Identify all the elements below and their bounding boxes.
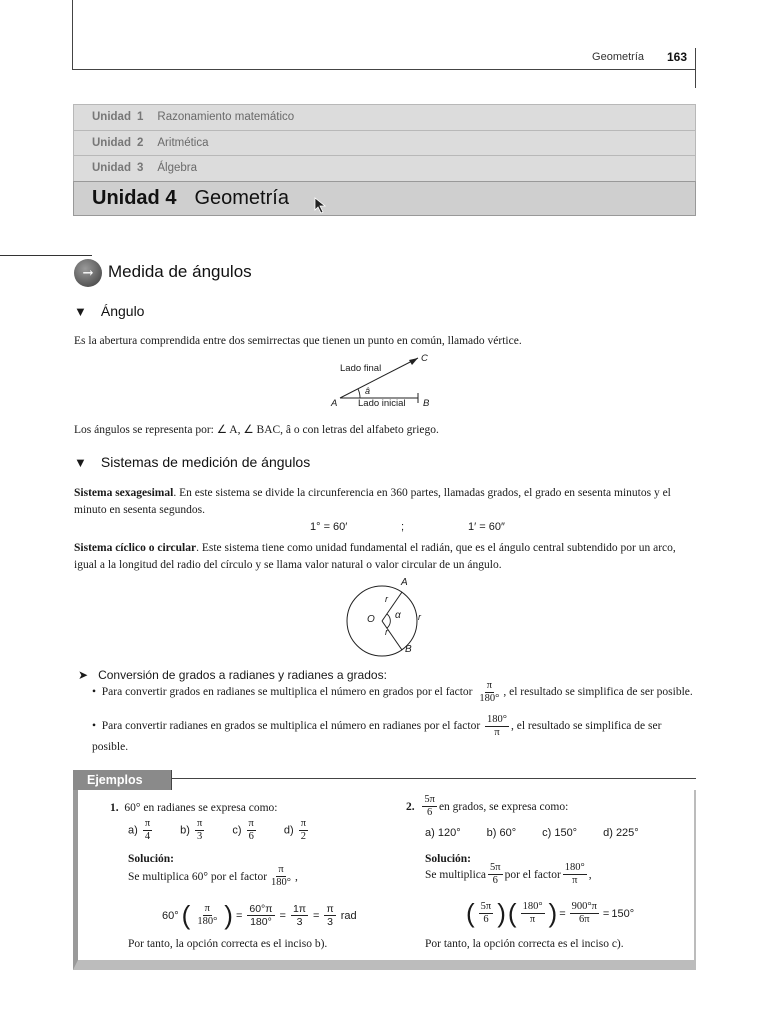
unit-3-row[interactable] <box>73 155 696 181</box>
sistemas-heading-text: Sistemas de medición de ángulos <box>100 454 311 470</box>
equals: = <box>235 909 243 922</box>
frac-den: 6 <box>483 914 489 925</box>
circle-point-a: A <box>401 577 408 588</box>
paren-close: ) <box>497 898 506 928</box>
lado-final-label: Lado final <box>340 363 382 374</box>
frac-den: 6 <box>427 807 433 818</box>
factor-frac <box>563 862 587 887</box>
frac-num: π <box>486 680 493 691</box>
frac-num: 1π <box>292 903 307 915</box>
factor-180-over-pi <box>485 714 509 739</box>
lado-inicial-label: Lado inicial <box>358 398 406 409</box>
solution-text-mid: por el factor <box>504 868 561 881</box>
factor-frac <box>269 864 293 889</box>
bullet-2-text: Para convertir radianes en grados se multiplica el número en radianes por el factor <box>101 720 481 733</box>
ejemplos-rule <box>171 778 696 779</box>
circle-radius-top: r <box>385 594 388 604</box>
equation-degree: 1° = 60′ <box>310 521 348 533</box>
unit-name: Razonamiento matemático <box>157 111 295 124</box>
frac-num: 180° <box>487 714 507 725</box>
sexagesimal-paragraph <box>74 485 696 519</box>
frac-den: 4 <box>144 831 151 842</box>
solution-text: Se multiplica <box>425 868 487 881</box>
running-title: Geometría <box>592 51 644 63</box>
equals: = <box>602 907 610 920</box>
solution-text: Se multiplica 60° por el factor <box>128 870 268 883</box>
frac-num: 900°π <box>571 901 597 912</box>
option-letter: d) <box>603 827 613 839</box>
option-d[interactable] <box>284 818 310 843</box>
frac-num: 5π <box>480 901 492 912</box>
circle-radian-diagram <box>340 578 440 658</box>
option-d[interactable] <box>603 827 639 839</box>
triangle-bullet-icon: ▼ <box>74 454 87 470</box>
option-c[interactable] <box>232 818 258 843</box>
factor-pi-over-180 <box>477 680 501 705</box>
triangle-bullet-icon: ▼ <box>74 303 87 319</box>
angle-label: â <box>365 386 371 396</box>
option-letter: a) <box>128 824 138 837</box>
circle-center-o: O <box>367 614 375 625</box>
option-frac <box>195 818 204 843</box>
circle-radius-bottom: r <box>385 627 388 637</box>
frac-den: 6 <box>248 831 254 842</box>
unit-number: 3 <box>136 162 144 175</box>
example-1-options <box>128 818 310 843</box>
circular-term: Sistema cíclico o circular <box>74 542 197 554</box>
example-2-calculation <box>466 898 634 929</box>
calc-step-3 <box>324 903 335 928</box>
calc-factor <box>195 903 219 928</box>
unit-4-row-active[interactable] <box>73 181 696 216</box>
paren-close: ) <box>224 900 233 930</box>
circle-point-b: B <box>405 644 412 655</box>
bullet-dot-icon: • <box>92 686 97 699</box>
paren-close: ) <box>548 898 558 928</box>
frac-den: π <box>494 727 500 738</box>
option-letter: b) <box>180 824 190 837</box>
active-unit-name: Geometría <box>194 186 289 209</box>
unit-2-row[interactable] <box>73 130 696 156</box>
frac-den: 3 <box>197 831 203 842</box>
statement-frac <box>422 794 437 819</box>
frame-right-tick <box>695 48 696 88</box>
units-menu <box>73 104 696 216</box>
option-frac <box>143 818 152 843</box>
option-a[interactable] <box>128 818 154 843</box>
unit-number: 1 <box>136 111 144 124</box>
option-c[interactable] <box>542 827 577 839</box>
sexagesimal-text: . En este sistema se divide la circunferencia en 360 partes, llamadas grados, el grado en sesenta minutos y el minuto en sesenta segundos. <box>74 487 671 516</box>
example-2-conclusion: Por tanto, la opción correcta es el inciso c). <box>425 938 624 950</box>
angulo-heading-text: Ángulo <box>100 303 145 319</box>
circle-arc-r: r <box>418 612 421 622</box>
circular-text: . Este sistema tiene como unidad fundamental el radián, que es el ángulo central subtendido por un arco, igual a la longitud del radio del círculo y se llama valor natural o valor circular de un ángulo. <box>74 542 676 571</box>
example-2-statement <box>406 794 568 819</box>
option-value: 225° <box>615 827 639 839</box>
example-1-conclusion: Por tanto, la opción correcta es el inciso b). <box>128 938 328 950</box>
frac-den: 180° <box>250 916 272 928</box>
angulo-notation: Los ángulos se representa por: ∠ A, ∠ BAC, â o con letras del alfabeto griego. <box>74 424 439 436</box>
sexagesimal-term: Sistema sexagesimal <box>74 487 174 499</box>
example-2-options <box>425 827 639 839</box>
calc-a <box>479 901 494 926</box>
unit-number: 2 <box>136 136 144 149</box>
example-2-number: 2. <box>406 800 415 813</box>
frame-left-line <box>72 0 73 70</box>
option-frac <box>247 818 256 843</box>
option-value: 150° <box>554 827 578 839</box>
bullet-1-tail: , el resultado se simplifica de ser posible. <box>503 686 693 699</box>
frac-num: π <box>326 903 334 915</box>
frac-den: 180° <box>479 693 500 704</box>
equals: = <box>559 907 566 920</box>
frac-den: 6 <box>492 875 498 886</box>
example-2-text: en grados, se expresa como: <box>438 800 569 813</box>
frac-den: 3 <box>296 916 303 928</box>
equation-minute: 1′ = 60″ <box>468 521 505 533</box>
frac-den: 6π <box>578 914 590 925</box>
unit-name: Álgebra <box>157 162 198 175</box>
frac-num: 180° <box>564 862 585 873</box>
frac-den: 180° <box>271 877 291 888</box>
example-1-calculation <box>162 900 357 931</box>
option-letter: a) <box>425 827 435 839</box>
example-1-statement <box>110 800 277 816</box>
frac-num: π <box>197 818 203 829</box>
option-frac <box>299 818 308 843</box>
option-b[interactable] <box>487 827 516 839</box>
active-unit-label: Unidad 4 <box>92 186 177 209</box>
angulo-heading <box>74 303 144 319</box>
frac-num: π <box>278 864 284 875</box>
vertex-a-label: A <box>331 398 338 409</box>
conversion-heading-text: Conversión de grados a radianes y radianes a grados: <box>98 668 387 682</box>
option-letter: d) <box>283 824 294 837</box>
frac-den: π <box>572 875 578 886</box>
bullet-1-text: Para convertir grados en radianes se multiplica el número en grados por el factor <box>101 686 473 699</box>
option-a[interactable] <box>425 827 461 839</box>
example-2-solution-text: Se multiplica $\frac{5\pi}{6}$ por el factor $\frac{180^\circ}{\pi}$ , <box>425 862 592 886</box>
cursor-arrow-icon <box>312 196 334 218</box>
frac-num: π <box>204 903 210 914</box>
bullet-dot-icon: • <box>92 720 97 733</box>
unit-label: Unidad <box>92 162 131 175</box>
example-1-number: 1. <box>110 802 119 814</box>
unit-name: Aritmética <box>157 136 209 149</box>
frame-top-line <box>72 69 696 70</box>
conversion-bullet-2 <box>92 714 696 755</box>
example-1-text: 60° en radianes se expresa como: <box>124 802 278 814</box>
paren-open: ( <box>466 898 475 928</box>
example-1-solution-text: Se multiplica 60° por el factor $\frac{\pi}{180^\circ}$ , <box>128 864 298 888</box>
frac-num: π <box>300 818 307 829</box>
ejemplos-tab: Ejemplos <box>73 770 171 790</box>
sistemas-heading <box>74 454 310 470</box>
arrow-circle-icon: → <box>74 259 102 287</box>
paren-open: ( <box>507 898 517 928</box>
unit-label: Unidad <box>92 111 131 124</box>
paren-open: ( <box>181 900 191 930</box>
option-letter: c) <box>542 827 552 839</box>
circular-paragraph <box>74 540 696 574</box>
point-b-label: B <box>423 398 430 409</box>
frac-num: 5π <box>490 862 501 873</box>
unit-label: Unidad <box>92 136 131 149</box>
chevron-right-icon: ➤ <box>78 668 89 682</box>
ejemplos-tab-edge <box>171 770 172 790</box>
angulo-definition: Es la abertura comprendida entre dos semirrectas que tienen un punto en común, llamado vértice. <box>74 335 522 347</box>
frac-den: 3 <box>327 916 334 928</box>
bullet-2-tail: , el resultado se simplifica de ser posible. <box>92 720 662 753</box>
solution-label: Solución: <box>128 853 175 865</box>
option-letter: b) <box>486 827 497 839</box>
page-number: 163 <box>666 50 687 64</box>
option-letter: c) <box>232 824 242 837</box>
option-b[interactable] <box>180 818 206 843</box>
unit-1-row[interactable] <box>73 104 696 130</box>
calc-c <box>570 901 599 926</box>
calc-step-1 <box>247 903 274 928</box>
calc-step-2 <box>291 903 308 928</box>
conversion-bullet-1 <box>92 680 696 705</box>
section-rule <box>0 255 92 256</box>
frac-den: 180° <box>197 916 218 927</box>
frac-num: 60°π <box>249 903 273 915</box>
option-value: 60° <box>499 827 517 839</box>
frac-den: π <box>529 914 536 925</box>
calc-unit: rad <box>340 909 357 922</box>
frac-num: 5π <box>424 794 435 805</box>
solution-frac <box>488 862 503 887</box>
section-title: Medida de ángulos <box>108 262 252 281</box>
solution-label: Solución: <box>425 853 472 865</box>
frac-num: π <box>248 818 254 829</box>
equation-separator: ; <box>401 521 405 533</box>
calc-lead: 60° <box>162 909 179 922</box>
frac-num: π <box>144 818 151 829</box>
equals: = <box>279 909 286 922</box>
calc-b <box>521 901 545 926</box>
equals: = <box>313 909 320 922</box>
frac-den: 2 <box>300 831 306 842</box>
point-c-label: C <box>421 353 428 364</box>
frac-num: 180° <box>522 901 543 912</box>
option-value: 120° <box>437 827 461 839</box>
circle-angle-alpha: α <box>395 610 401 621</box>
calc-result: 150° <box>611 907 635 920</box>
